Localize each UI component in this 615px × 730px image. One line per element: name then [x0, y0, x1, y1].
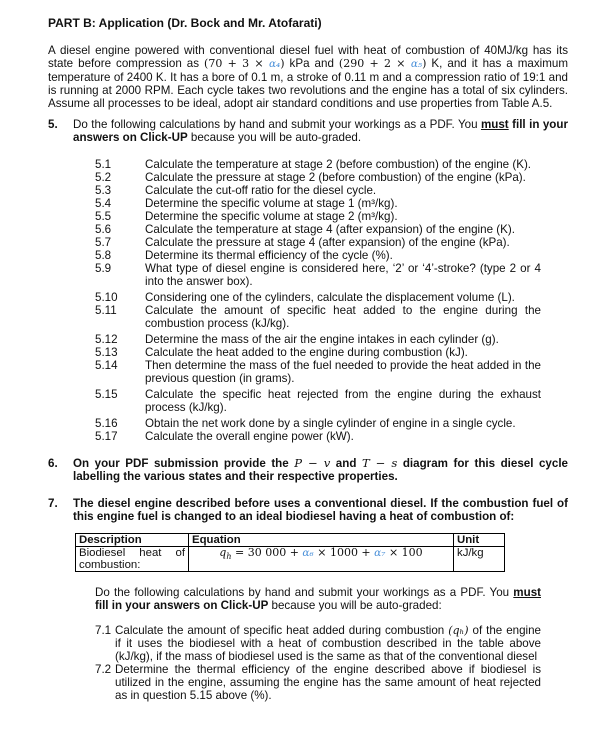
- alpha5-variable: α₅: [410, 58, 423, 70]
- sub-question-5-1: [95, 158, 541, 171]
- question-number: 5.: [48, 118, 58, 131]
- question-7-list: [95, 624, 541, 702]
- sub-question-5-17: [95, 430, 541, 443]
- sub-question-number: 5.11: [95, 304, 117, 317]
- expr-part: ): [422, 57, 427, 70]
- sub-question-number: 5.5: [95, 210, 112, 223]
- bold-text: fill in your answers on Click-UP: [73, 118, 568, 144]
- question-text: [73, 457, 568, 483]
- item-text: Determine the thermal efficiency of the engine described above if biodiesel is utilized in the engine, assuming the engine has the same amount of heat rejected as in question 5.15 above (%).: [115, 663, 541, 702]
- sub-question-number: 5.6: [95, 223, 112, 236]
- sub-question-5-10: [95, 291, 541, 304]
- sub-question-text: Calculate the specific heat rejected from the engine during the exhaust process (kJ/kg).: [145, 388, 541, 414]
- question-text: [73, 118, 568, 144]
- text: Calculate the amount of specific heat added during combustion: [115, 624, 449, 637]
- item-text: [115, 624, 541, 663]
- alpha4-variable: α₄: [268, 58, 281, 70]
- expr-part: (290 + 2 ×: [338, 57, 411, 70]
- sub-question-list: [95, 158, 541, 443]
- expr-part: ): [280, 57, 285, 70]
- eq-part: = 30 000 +: [231, 546, 303, 559]
- intro-text: kPa and: [284, 57, 339, 70]
- item-number: 7.1: [95, 624, 112, 637]
- text: because you will be auto-graded.: [187, 131, 362, 144]
- pressure-expression: [204, 57, 285, 70]
- sub-question-number: 5.4: [95, 197, 112, 210]
- question-6: [48, 457, 568, 483]
- sub-question-5-13: [95, 346, 541, 359]
- sub-question-5-8: [95, 249, 541, 262]
- description-cell: Biodiesel heat of combustion:: [76, 547, 189, 572]
- sub-question-number: 5.1: [95, 158, 112, 171]
- sub-question-text: Calculate the cut-off ratio for the diesel cycle.: [145, 184, 377, 197]
- header-equation: Equation: [189, 534, 454, 547]
- sub-question-text: Calculate the amount of specific heat added to the engine during the combustion process (kJ/kg).: [145, 304, 541, 330]
- sub-question-number: 5.17: [95, 430, 118, 443]
- alpha7-variable: α₇: [374, 547, 386, 559]
- pv-diagram-label: P − v: [294, 456, 331, 470]
- unit-cell: kJ/kg: [454, 547, 505, 572]
- sub-question-number: 5.10: [95, 291, 118, 304]
- bold-text: fill in your answers on Click-UP: [95, 599, 269, 612]
- eq-part: × 100: [385, 546, 423, 559]
- sub-question-5-2: [95, 171, 541, 184]
- sub-question-text: Then determine the mass of the fuel needed to provide the heat added in the previous question (in grams).: [145, 359, 541, 385]
- table-header-row: [76, 534, 505, 547]
- item-number: 7.2: [95, 663, 112, 676]
- sub-question-number: 5.8: [95, 249, 112, 262]
- sub-question-5-9: [95, 262, 541, 288]
- eq-part: × 1000 +: [313, 546, 375, 559]
- section-heading: PART B: Application (Dr. Bock and Mr. Atofarati): [48, 16, 322, 30]
- sub-question-5-12: [95, 333, 541, 346]
- sub-question-text: Calculate the pressure at stage 2 (before combustion) of the engine (kPa).: [145, 171, 526, 184]
- sub-question-number: 5.13: [95, 346, 118, 359]
- sub-question-5-4: [95, 197, 541, 210]
- ts-diagram-label: T − s: [361, 456, 398, 470]
- sub-question-number: 5.3: [95, 184, 112, 197]
- sub-question-text: Determine the specific volume at stage 1 (m³/kg).: [145, 197, 398, 210]
- sub-question-text: What type of diesel engine is considered here, ‘2’ or ‘4’-stroke? (type 2 or 4 into the answer box).: [145, 262, 541, 288]
- table-row: [76, 547, 505, 572]
- sub-question-number: 5.2: [95, 171, 112, 184]
- header-description: Description: [76, 534, 189, 547]
- sub-question-number: 5.16: [95, 417, 118, 430]
- sub-question-text: Determine the mass of the air the engine intakes in each cylinder (g).: [145, 333, 499, 346]
- sub-question-text: Calculate the temperature at stage 2 (before combustion) of the engine (K).: [145, 158, 532, 171]
- qh-subscript: h: [226, 552, 232, 562]
- sub-question-number: 5.9: [95, 262, 112, 275]
- qh-symbol: q: [219, 546, 227, 559]
- question-number: 7.: [48, 497, 58, 510]
- qh-symbol: (qₕ): [448, 624, 469, 637]
- bold-text: On your PDF submission provide the: [73, 457, 295, 470]
- sub-question-number: 5.7: [95, 236, 112, 249]
- text: of the engine if it uses the biodiesel with a heat of combustion described in the table above (kJ/kg), if the mass of biodiesel used is the same as that of the conventional diesel: [115, 624, 542, 663]
- temperature-expression: [339, 57, 427, 70]
- sub-question-5-16: [95, 417, 541, 430]
- instructions-paragraph: [95, 586, 541, 612]
- equation-cell: [189, 547, 454, 572]
- emphasis-must: must: [513, 586, 541, 599]
- sub-question-5-7: [95, 236, 541, 249]
- question-text: The diesel engine described before uses a conventional diesel. If the combustion fuel of this engine fuel is changed to an ideal biodiesel having a heat of combustion of:: [73, 497, 568, 523]
- list-item: [95, 663, 541, 702]
- sub-question-number: 5.15: [95, 388, 118, 401]
- alpha6-variable: α₆: [302, 547, 314, 559]
- sub-question-text: Obtain the net work done by a single cylinder of engine in a single cycle.: [145, 417, 516, 430]
- emphasis-must: must: [480, 118, 509, 131]
- text: Do the following calculations by hand and submit your workings as a PDF. You: [95, 586, 514, 599]
- question-number: 6.: [48, 457, 58, 470]
- bold-text: and: [330, 457, 362, 470]
- sub-question-text: Calculate the overall engine power (kW).: [145, 430, 354, 443]
- question-5: [48, 118, 568, 144]
- intro-paragraph: [48, 44, 568, 110]
- intro-text: A diesel engine powered with conventional diesel fuel with heat of combustion of 40MJ/kg has its state before compression as: [48, 44, 568, 70]
- document-page: [48, 16, 568, 702]
- list-item: [95, 624, 541, 663]
- sub-question-5-5: [95, 210, 541, 223]
- sub-question-5-6: [95, 223, 541, 236]
- sub-question-5-11: [95, 304, 541, 330]
- sub-question-5-14: [95, 359, 541, 385]
- intro-text: K, and it has a maximum temperature of 2400 K. It has a bore of 0.1 m, a stroke of 0.11 m and a compression ratio of 19:1 and is running at 2000 RPM. Each cycle takes two revolutions and the engine has a total of six cylinders. Assume all processes to be ideal, adopt air standard conditions and use properties from Table A.5.: [48, 57, 568, 110]
- sub-question-text: Considering one of the cylinders, calculate the displacement volume (L).: [145, 291, 515, 304]
- sub-question-5-15: [95, 388, 541, 414]
- sub-question-number: 5.12: [95, 333, 118, 346]
- expr-part: (70 + 3 ×: [204, 57, 269, 70]
- question-7: [48, 497, 568, 523]
- text: because you will be auto-graded:: [268, 599, 442, 612]
- bold-text: diagram for this diesel cycle labelling the various states and their respective properties.: [73, 457, 568, 483]
- sub-question-text: Calculate the heat added to the engine during combustion (kJ).: [145, 346, 468, 359]
- sub-question-5-3: [95, 184, 541, 197]
- sub-question-text: Calculate the temperature at stage 4 (after expansion) of the engine (K).: [145, 223, 515, 236]
- header-unit: Unit: [454, 534, 505, 547]
- sub-question-text: Determine the specific volume at stage 2 (m³/kg).: [145, 210, 398, 223]
- biodiesel-table: [75, 533, 505, 572]
- sub-question-number: 5.14: [95, 359, 118, 372]
- text: Do the following calculations by hand and submit your workings as a PDF. You: [73, 118, 481, 131]
- sub-question-text: Calculate the pressure at stage 4 (after expansion) of the engine (kPa).: [145, 236, 510, 249]
- sub-question-text: Determine its thermal efficiency of the cycle (%).: [145, 249, 393, 262]
